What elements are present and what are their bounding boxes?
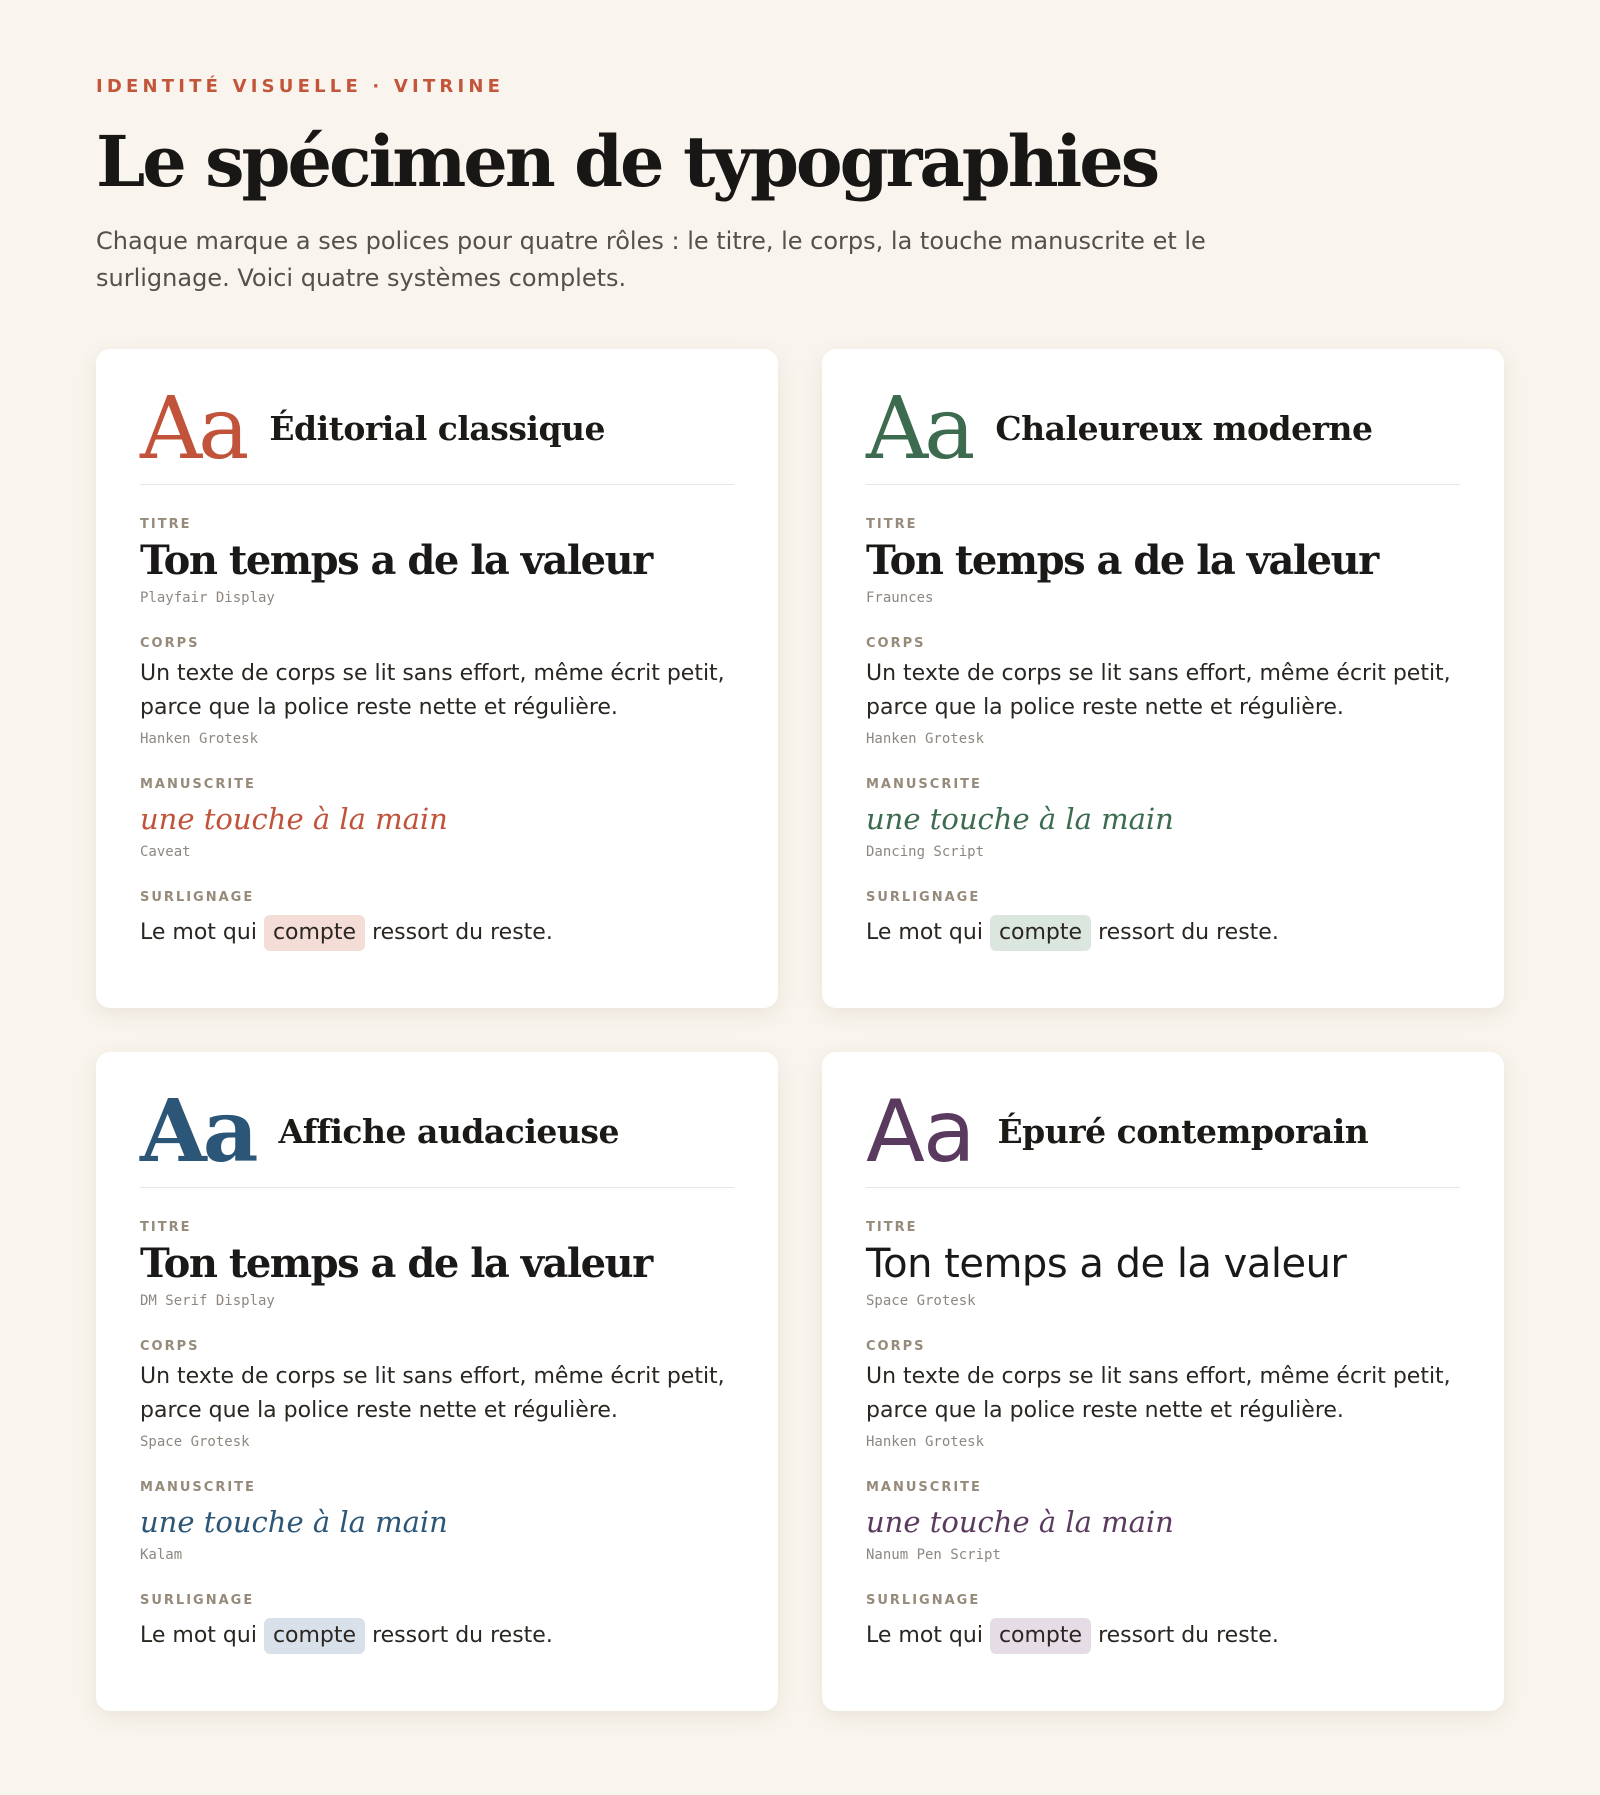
role-label-highlight: SURLIGNAGE: [140, 1593, 255, 1608]
card-title: Chaleureux moderne: [995, 409, 1373, 448]
hand-font-name: Kalam: [140, 1547, 183, 1563]
body-sample: Un texte de corps se lit sans effort, même écrit petit, parce que la police reste nette et régulière.: [866, 661, 1451, 720]
role-label-body: CORPS: [140, 636, 200, 651]
hand-font-name: Nanum Pen Script: [866, 1547, 1001, 1563]
specimen-card-warm-modern: [822, 349, 1504, 1008]
highlight-after: ressort du reste.: [372, 920, 553, 945]
highlight-sample: [866, 1616, 1460, 1656]
body-sample: Un texte de corps se lit sans effort, même écrit petit, parce que la police reste nette et régulière.: [140, 1364, 725, 1423]
card-title: Éditorial classique: [269, 409, 606, 448]
highlight-before: Le mot qui: [140, 1623, 257, 1648]
highlight-sample: [140, 1616, 734, 1656]
role-label-hand: MANUSCRITE: [140, 1480, 256, 1495]
highlight-after: ressort du reste.: [1098, 1623, 1279, 1648]
title-font-name: Fraunces: [866, 590, 934, 606]
role-label-highlight: SURLIGNAGE: [866, 890, 981, 905]
role-label-body: CORPS: [866, 1339, 926, 1354]
role-label-title: TITRE: [866, 1220, 918, 1235]
role-label-highlight: SURLIGNAGE: [866, 1593, 981, 1608]
card-header: [140, 1080, 734, 1188]
title-font-name: DM Serif Display: [140, 1293, 275, 1309]
specimen-glyph: Aa: [866, 1081, 974, 1182]
specimen-glyph: Aa: [866, 378, 972, 479]
highlight-mark: compte: [990, 915, 1091, 951]
title-sample: Ton temps a de la valeur: [866, 537, 1378, 584]
body-sample: Un texte de corps se lit sans effort, même écrit petit, parce que la police reste nette et régulière.: [866, 1364, 1451, 1423]
role-label-hand: MANUSCRITE: [140, 777, 256, 792]
role-label-title: TITRE: [140, 1220, 192, 1235]
highlight-before: Le mot qui: [866, 920, 983, 945]
specimen-grid: [96, 349, 1504, 1711]
eyebrow: IDENTITÉ VISUELLE · VITRINE: [96, 76, 505, 97]
highlight-sample: [866, 913, 1460, 953]
body-font-name: Hanken Grotesk: [866, 731, 985, 747]
title-sample: Ton temps a de la valeur: [140, 537, 652, 584]
hand-sample: une touche à la main: [140, 1505, 448, 1539]
hand-sample: une touche à la main: [866, 1505, 1174, 1539]
specimen-card-bold-poster: [96, 1052, 778, 1711]
role-label-hand: MANUSCRITE: [866, 777, 982, 792]
card-header: [866, 1081, 1460, 1188]
hand-font-name: Caveat: [140, 844, 191, 860]
hand-sample: une touche à la main: [140, 802, 448, 836]
highlight-sample: [140, 913, 734, 953]
specimen-card-editorial: [96, 349, 778, 1008]
specimen-glyph: Aa: [140, 378, 246, 479]
page-intro: Chaque marque a ses polices pour quatre rôles : le titre, le corps, la touche manuscrite et le surlignage. Voici quatre systèmes complets.: [96, 227, 1206, 292]
page: [96, 76, 1504, 1648]
specimen-glyph: Aa: [140, 1080, 255, 1182]
highlight-mark: compte: [264, 1618, 365, 1654]
specimen-card-contemporary: [822, 1052, 1504, 1711]
body-font-name: Hanken Grotesk: [866, 1434, 985, 1450]
role-label-title: TITRE: [140, 517, 192, 532]
role-label-title: TITRE: [866, 517, 918, 532]
body-sample: Un texte de corps se lit sans effort, même écrit petit, parce que la police reste nette et régulière.: [140, 661, 725, 720]
title-sample: Ton temps a de la valeur: [140, 1240, 652, 1287]
body-font-name: Hanken Grotesk: [140, 731, 259, 747]
body-font-name: Space Grotesk: [140, 1434, 250, 1450]
highlight-before: Le mot qui: [866, 1623, 983, 1648]
card-title: Affiche audacieuse: [278, 1112, 619, 1151]
highlight-mark: compte: [264, 915, 365, 951]
role-label-body: CORPS: [866, 636, 926, 651]
title-font-name: Playfair Display: [140, 590, 275, 606]
role-label-body: CORPS: [140, 1339, 200, 1354]
highlight-after: ressort du reste.: [1098, 920, 1279, 945]
highlight-mark: compte: [990, 1618, 1091, 1654]
page-title: Le spécimen de typographies: [96, 120, 1158, 203]
card-header: [140, 378, 734, 485]
highlight-before: Le mot qui: [140, 920, 257, 945]
hand-font-name: Dancing Script: [866, 844, 985, 860]
hand-sample: une touche à la main: [866, 802, 1174, 836]
card-header: [866, 378, 1460, 485]
card-title: Épuré contemporain: [997, 1112, 1369, 1151]
role-label-hand: MANUSCRITE: [866, 1480, 982, 1495]
title-font-name: Space Grotesk: [866, 1293, 976, 1309]
highlight-after: ressort du reste.: [372, 1623, 553, 1648]
role-label-highlight: SURLIGNAGE: [140, 890, 255, 905]
title-sample: Ton temps a de la valeur: [866, 1241, 1347, 1287]
